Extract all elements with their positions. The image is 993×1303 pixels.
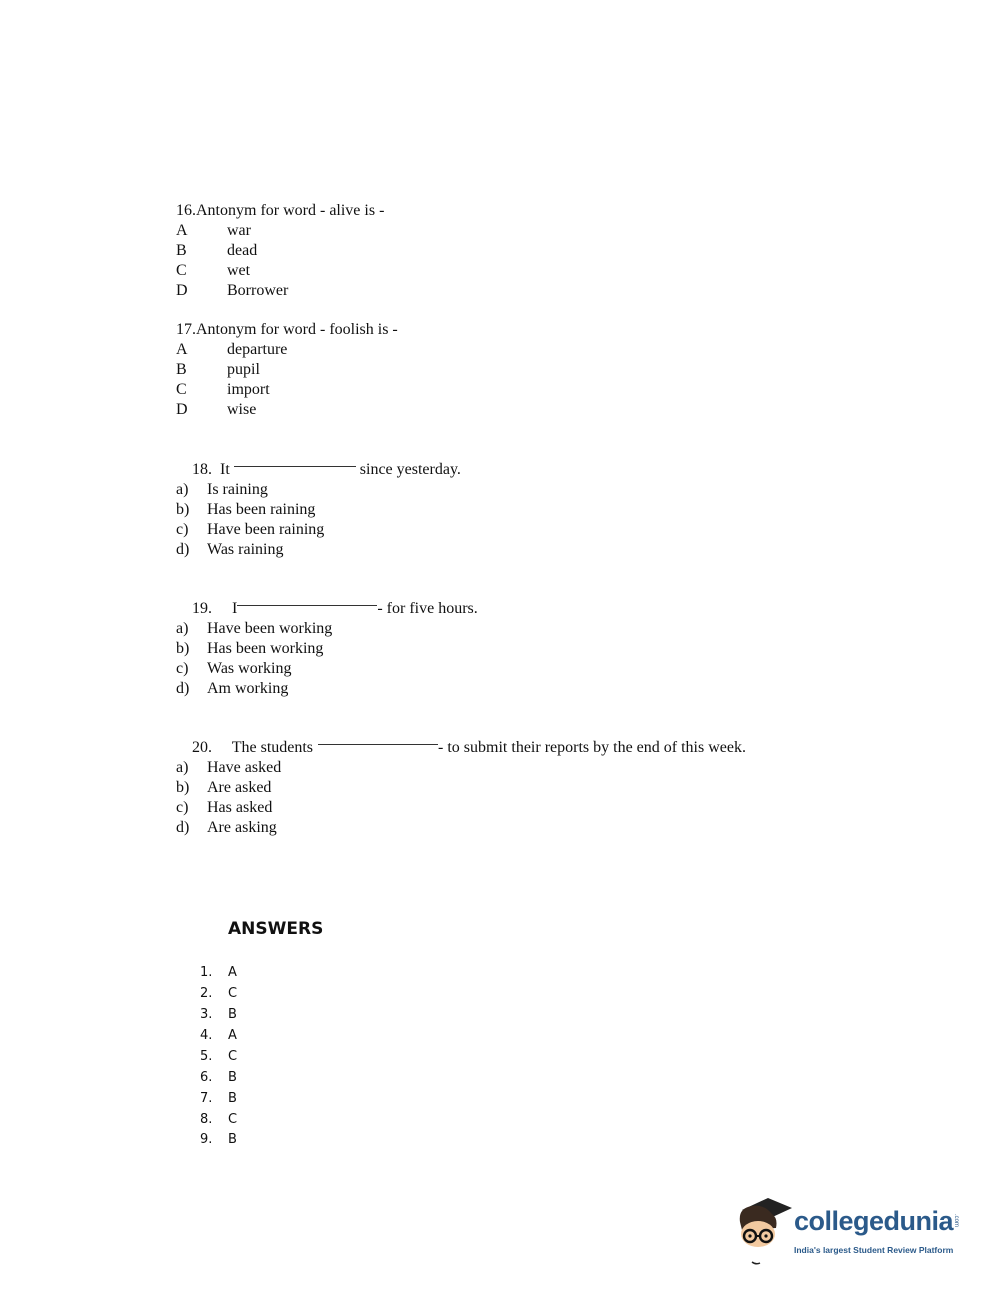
question-18-option-d [176,540,283,560]
option-key: c) [176,521,189,538]
answer-blank [318,744,438,745]
question-20-option-c [176,798,272,818]
answer-value: A [228,965,237,980]
option-text: pupil [227,361,260,378]
option-key: c) [176,799,189,816]
question-18-option-b [176,500,315,520]
answer-item-1 [200,965,237,981]
option-key: b) [176,779,190,796]
question-17-option-a [176,340,287,360]
answer-value: C [228,1049,238,1064]
option-text: Is raining [207,481,268,498]
option-key: d) [176,680,190,697]
logo-wordmark: collegedunia [794,1206,954,1236]
option-key: C [176,381,187,398]
answer-number: 5. [200,1049,213,1064]
question-prefix: 19. I [192,600,238,617]
option-text: Am working [207,680,289,697]
answer-number: 3. [200,1007,213,1022]
question-suffix: - to submit their reports by the end of this week. [438,739,746,756]
answer-value: B [228,1007,237,1022]
question-suffix: - for five hours. [377,600,478,617]
option-text: Has been raining [207,501,316,518]
option-key: b) [176,501,190,518]
answer-value: A [228,1028,237,1043]
question-20-option-b [176,778,271,798]
question-17-option-b [176,360,260,380]
collegedunia-logo [734,1192,964,1270]
option-text: Are asking [207,819,277,836]
question-19-option-d [176,679,288,699]
option-key: B [176,361,187,378]
question-20-option-a [176,758,281,778]
option-text: Have asked [207,759,282,776]
question-16-option-d [176,281,288,301]
option-key: d) [176,819,190,836]
answer-item-9 [200,1132,237,1148]
option-text: wet [227,262,251,279]
question-17-option-c [176,380,270,400]
answers-heading: ANSWERS [228,919,324,939]
option-key: A [176,341,188,358]
option-text: Was raining [207,541,284,558]
answer-blank [234,466,356,467]
question-17-option-d [176,400,256,420]
answer-value: B [228,1070,237,1085]
answer-number: 1. [200,965,213,980]
question-16-option-b [176,241,257,261]
option-text: Was working [207,660,292,677]
question-19-option-c [176,659,291,679]
option-key: A [176,222,188,239]
option-key: d) [176,541,190,558]
option-key: D [176,401,188,418]
option-key: D [176,282,188,299]
question-19-option-a [176,619,332,639]
answer-blank [237,605,377,606]
option-text: war [227,222,251,239]
answer-value: B [228,1091,237,1106]
option-key: B [176,242,187,259]
answer-value: C [228,986,238,1001]
answer-number: 7. [200,1091,213,1106]
answer-number: 8. [200,1112,213,1127]
logo-tagline: India's largest Student Review Platform [794,1245,954,1255]
logo-dotcom: .com [953,1214,959,1228]
answer-value: C [228,1112,238,1127]
answer-number: 6. [200,1070,213,1085]
option-key: a) [176,620,189,637]
option-text: departure [227,341,288,358]
answer-number: 9. [200,1132,213,1147]
option-text: Has been working [207,640,324,657]
option-text: Has asked [207,799,273,816]
option-text: Are asked [207,779,272,796]
option-key: a) [176,481,189,498]
answer-number: 2. [200,986,213,1001]
answer-value: B [228,1132,237,1147]
question-18-option-a [176,480,268,500]
option-text: Have been working [207,620,333,637]
option-text: Borrower [227,282,289,299]
student-mascot-icon [734,1192,794,1270]
option-text: import [227,381,270,398]
option-text: dead [227,242,258,259]
answer-item-2 [200,986,237,1002]
option-text: Have been raining [207,521,325,538]
answer-item-3 [200,1007,237,1023]
answer-item-4 [200,1028,237,1044]
question-16-option-a [176,221,251,241]
question-16-title: 16.Antonym for word - alive is - [176,202,385,219]
question-16-option-c [176,261,250,281]
question-17-title: 17.Antonym for word - foolish is - [176,321,398,338]
question-prefix: 18. It [192,461,230,478]
answer-item-6 [200,1070,237,1086]
answer-item-8 [200,1112,237,1128]
question-suffix: since yesterday. [359,461,461,478]
question-18-option-c [176,520,324,540]
answer-item-5 [200,1049,237,1065]
option-key: C [176,262,187,279]
answer-item-7 [200,1091,237,1107]
question-prefix: 20. The students [192,739,314,756]
option-key: c) [176,660,189,677]
option-key: a) [176,759,189,776]
question-20-option-d [176,818,277,838]
option-text: wise [227,401,257,418]
answer-number: 4. [200,1028,213,1043]
option-key: b) [176,640,190,657]
question-19-option-b [176,639,323,659]
